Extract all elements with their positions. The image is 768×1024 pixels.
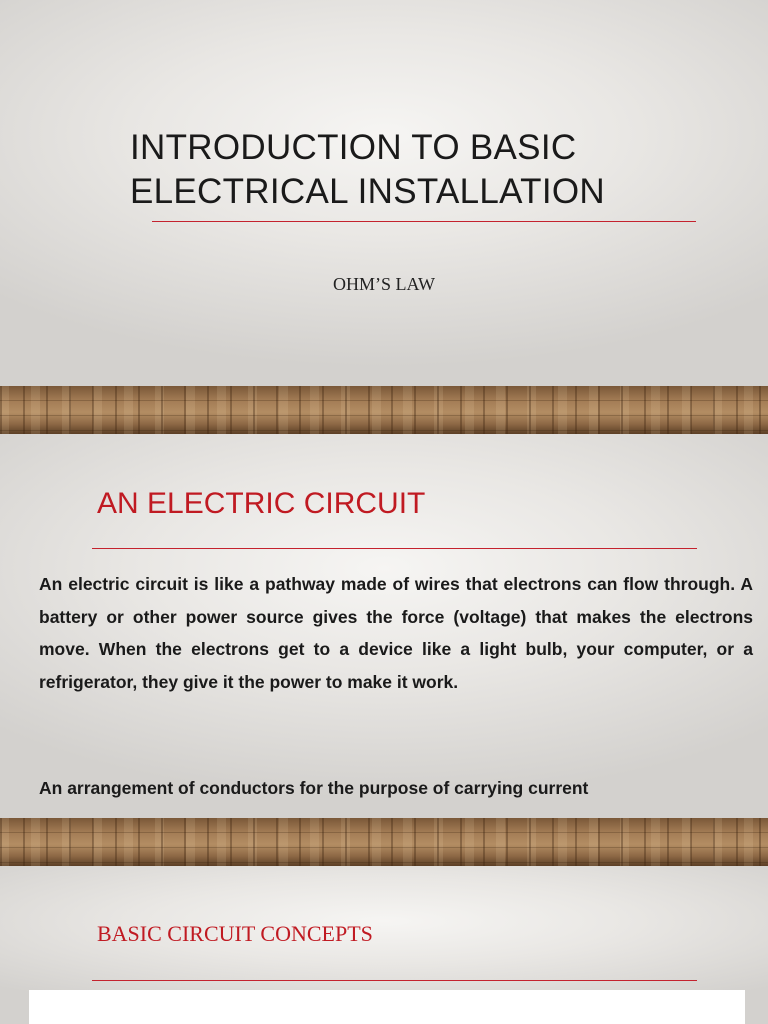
slide-1-title-line-2: ELECTRICAL INSTALLATION (130, 172, 605, 211)
slide-3-content-box (29, 990, 745, 1024)
slide-3 (0, 866, 768, 1024)
slide-1-title (130, 126, 730, 214)
slide-1-title-line-1: INTRODUCTION TO BASIC (130, 128, 577, 167)
wood-floor-separator (0, 818, 768, 866)
slide-2-title: AN ELECTRIC CIRCUIT (97, 487, 426, 520)
slide-2-paragraph: An electric circuit is like a pathway made of wires that electrons can flow through. A battery or other power source gives the force (voltage) that makes the electrons move. When the electrons get to a device like a light bulb, your computer, or a refrigerator, they give it the power to make it work. (39, 574, 753, 692)
slide-2-definition: An arrangement of conductors for the purpose of carrying current (39, 778, 589, 798)
wood-floor-separator (0, 386, 768, 434)
slide-1-subtitle: OHM’S LAW (332, 274, 436, 294)
slide-3-title: BASIC CIRCUIT CONCEPTS (97, 921, 373, 946)
slide-2 (0, 434, 768, 818)
slide-3-divider (92, 980, 697, 981)
slide-2-divider (92, 548, 697, 549)
slide-1 (0, 0, 768, 386)
slide-1-divider (152, 221, 696, 222)
